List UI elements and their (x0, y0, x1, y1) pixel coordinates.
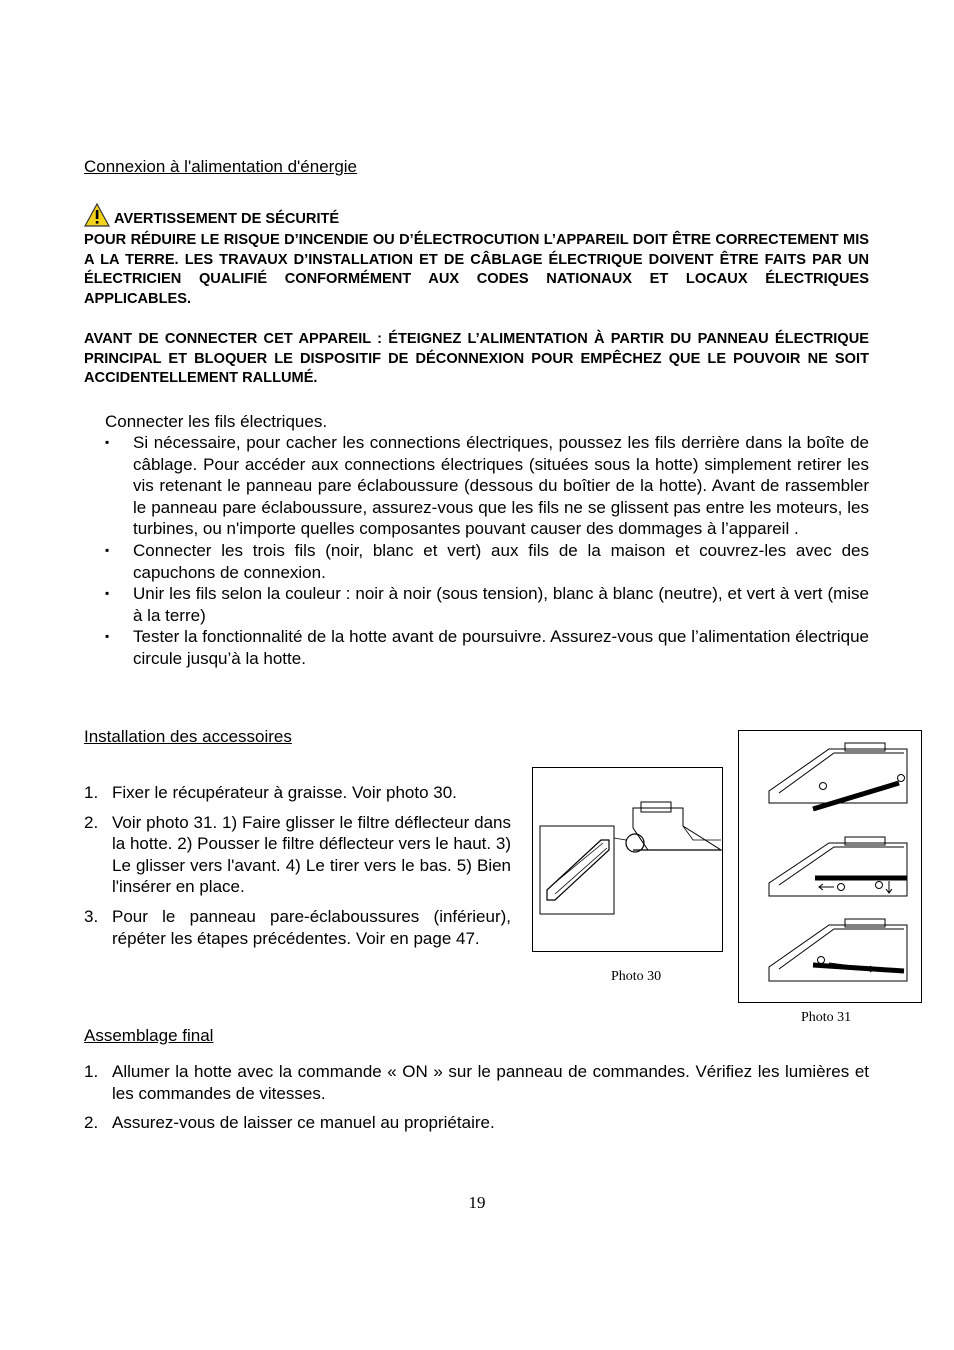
list-item: ▪ Connecter les trois fils (noir, blanc et vert) aux fils de la maison et couvrez-les avec des capuchons de connexion. (105, 540, 869, 582)
bullet-icon: ▪ (105, 435, 110, 449)
warning-triangle-icon (84, 203, 110, 227)
warning-title-text: AVERTISSEMENT DE SÉCURITÉ (114, 211, 340, 227)
photo-31 (738, 730, 922, 1003)
section-heading-accessories: Installation des accessoires (84, 727, 292, 746)
photo-31-caption: Photo 31 (801, 1010, 852, 1025)
warning-text: POUR RÉDUIRE LE RISQUE D’INCENDIE OU D’ÉLECTROCUTION L’APPAREIL DOIT ÊTRE CORRECTEMENT MIS A LA TERRE. LES TRAVAUX D’INSTALLATION ET DE CÂBLAGE ÉLECTRIQUE DOIVENT ÊTRE FAITS PAR UN ÉLECTRICIEN QUALIFIÉ CONFORMÉMENT AUX CODES NATIONAUX ET LOCAUX ÉLECTRIQUES APPLICABLES. (84, 232, 869, 307)
section-heading-final-assembly: Assemblage final (84, 1026, 214, 1045)
list-item: 2. Assurez-vous de laisser ce manuel au propriétaire. (84, 1113, 495, 1133)
final-assembly-steps (84, 1061, 869, 1142)
list-item: ▪ Si nécessaire, pour cacher les connections électriques, poussez les fils derrière dans la boîte de câblage. Pour accéder aux connections électriques (situées sous la hotte) simplement retirer les vis retenant le panneau pare éclaboussure (dessous du boîtier de la hotte). Avant de rassembler le panneau pare éclaboussure, assurez-vous que les fils ne se glissent pas entre les moteurs, les turbines, ou n'importe quelles composantes pouvant causer des dommages à l’appareil . (105, 433, 869, 539)
photo-30 (532, 767, 723, 952)
photo-30-caption: Photo 30 (611, 969, 662, 984)
section-heading-power-connection: Connexion à l'alimentation d'énergie (84, 157, 358, 176)
baffle-filter-steps-illustration (739, 731, 921, 1002)
wires-intro: Connecter les fils électriques. (105, 412, 328, 431)
accessories-steps (84, 782, 511, 957)
bullet-icon: ▪ (105, 629, 110, 644)
caution-text: AVANT DE CONNECTER CET APPAREIL : ÉTEIGNEZ L’ALIMENTATION À PARTIR DU PANNEAU ÉLECTRIQUE PRINCIPAL ET BLOQUER LE DISPOSITIF DE DÉCONNEXION POUR EMPÊCHEZ QUE LE POUVOIR NE SOIT ACCIDENTELLEMENT RALLUMÉ. (84, 331, 869, 387)
list-item: 1. Fixer le récupérateur à graisse. Voir photo 30. (84, 783, 457, 802)
bullet-icon: ▪ (105, 586, 110, 601)
warning-title (84, 203, 339, 227)
list-item: ▪ Tester la fonctionnalité de la hotte avant de poursuivre. Assurez-vous que l’alimentation électrique circule jusqu’à la hotte. (105, 627, 869, 668)
list-item: ▪ Unir les fils selon la couleur : noir à noir (sous tension), blanc à blanc (neutre), et vert à vert (mise à la terre) (105, 584, 869, 625)
list-item: 1. Allumer la hotte avec la commande « ON » sur le panneau de commandes. Vérifiez les lumières et les commandes de vitesses. (84, 1062, 869, 1103)
list-item: 3. Pour le panneau pare-éclaboussures (inférieur), répéter les étapes précédentes. Voir en page 47. (84, 906, 511, 948)
wiring-bullet-list (84, 432, 869, 670)
bullet-icon: ▪ (105, 542, 110, 557)
list-item: 2. Voir photo 31. 1) Faire glisser le filtre déflecteur dans la hotte. 2) Pousser le filtre déflecteur vers le haut. 3) Le glisser vers l'avant. 4) Le tirer vers le bas. 5) Bien l'insérer en place. (84, 812, 511, 897)
grease-collector-illustration (533, 768, 722, 951)
page-number: 19 (468, 1193, 486, 1212)
